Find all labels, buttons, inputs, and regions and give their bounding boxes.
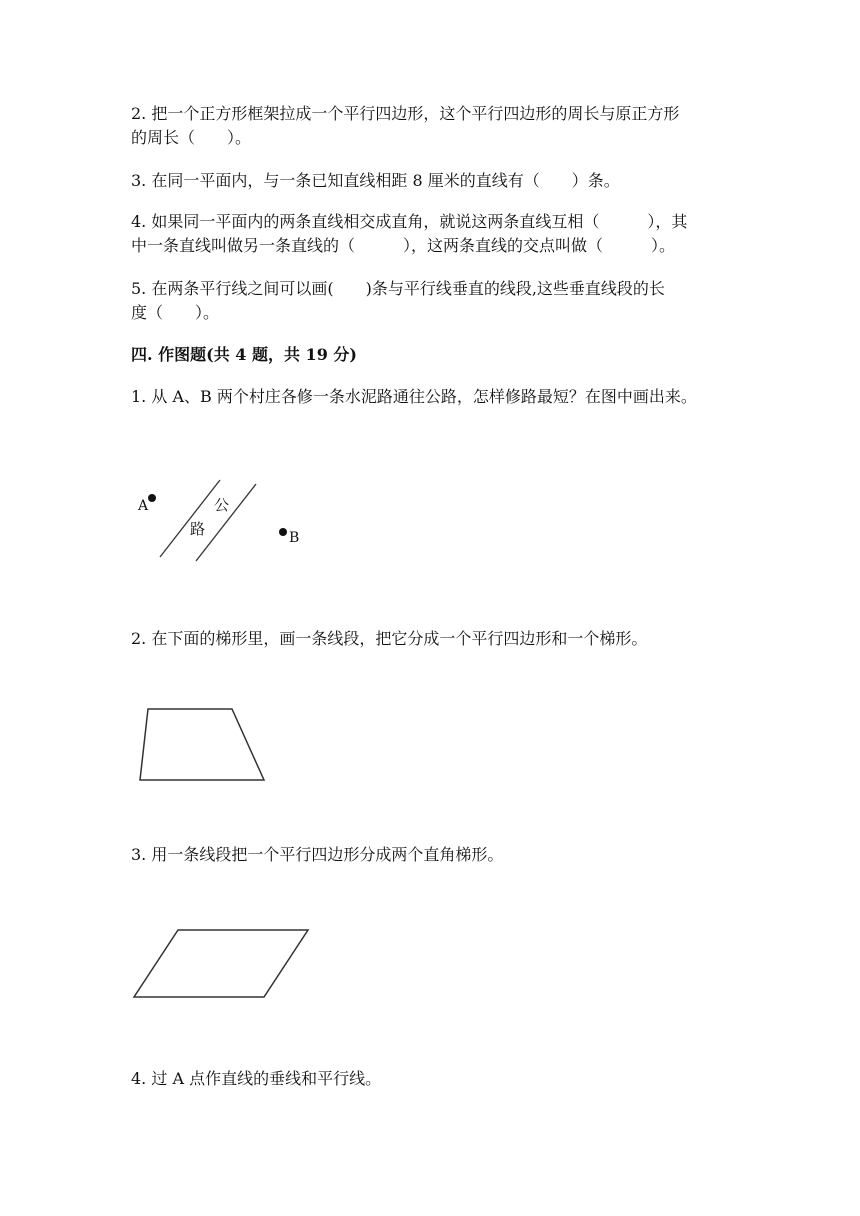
drawing-q1-text: 1. 从 A、B 两个村庄各修一条水泥路通往公路，怎样修路最短？在图中画出来。 xyxy=(131,387,697,406)
village-b-dot xyxy=(279,528,287,536)
drawing-q3-text: 3. 用一条线段把一个平行四边形分成两个直角梯形。 xyxy=(131,845,504,864)
parallelogram-figure xyxy=(130,922,315,1004)
parallelogram-shape xyxy=(134,930,308,997)
road-edge-left xyxy=(160,480,220,557)
q2-text-line1: 2. 把一个正方形框架拉成一个平行四边形，这个平行四边形的周长与原正方形 xyxy=(131,104,680,123)
q5-text-line2: 度（ ）。 xyxy=(131,303,220,322)
q5-text-line1: 5. 在两条平行线之间可以画( )条与平行线垂直的线段,这些垂直线段的长 xyxy=(131,279,665,298)
village-a-label: A xyxy=(138,498,149,514)
village-b-label: B xyxy=(289,530,300,546)
village-road-figure xyxy=(130,470,320,570)
q4-text-line1: 4. 如果同一平面内的两条直线相交成直角，就说这两条直线互相（ ），其 xyxy=(131,212,688,231)
drawing-q2-text: 2. 在下面的梯形里，画一条线段，把它分成一个平行四边形和一个梯形。 xyxy=(131,629,648,648)
trapezoid-shape xyxy=(140,709,264,780)
drawing-q4-text: 4. 过 A 点作直线的垂线和平行线。 xyxy=(131,1069,382,1088)
q3-text: 3. 在同一平面内，与一条已知直线相距 8 厘米的直线有（ ）条。 xyxy=(131,171,620,190)
trapezoid-figure xyxy=(130,700,275,790)
section-4-title: 四. 作图题(共 4 题，共 19 分) xyxy=(131,345,357,364)
village-a-dot xyxy=(148,494,156,502)
q2-text-line2: 的周长（ ）。 xyxy=(131,128,252,147)
road-label-lu: 路 xyxy=(190,520,206,538)
q4-text-line2: 中一条直线叫做另一条直线的（ ），这两条直线的交点叫做（ ）。 xyxy=(131,236,676,255)
road-label-gong: 公 xyxy=(214,496,230,514)
